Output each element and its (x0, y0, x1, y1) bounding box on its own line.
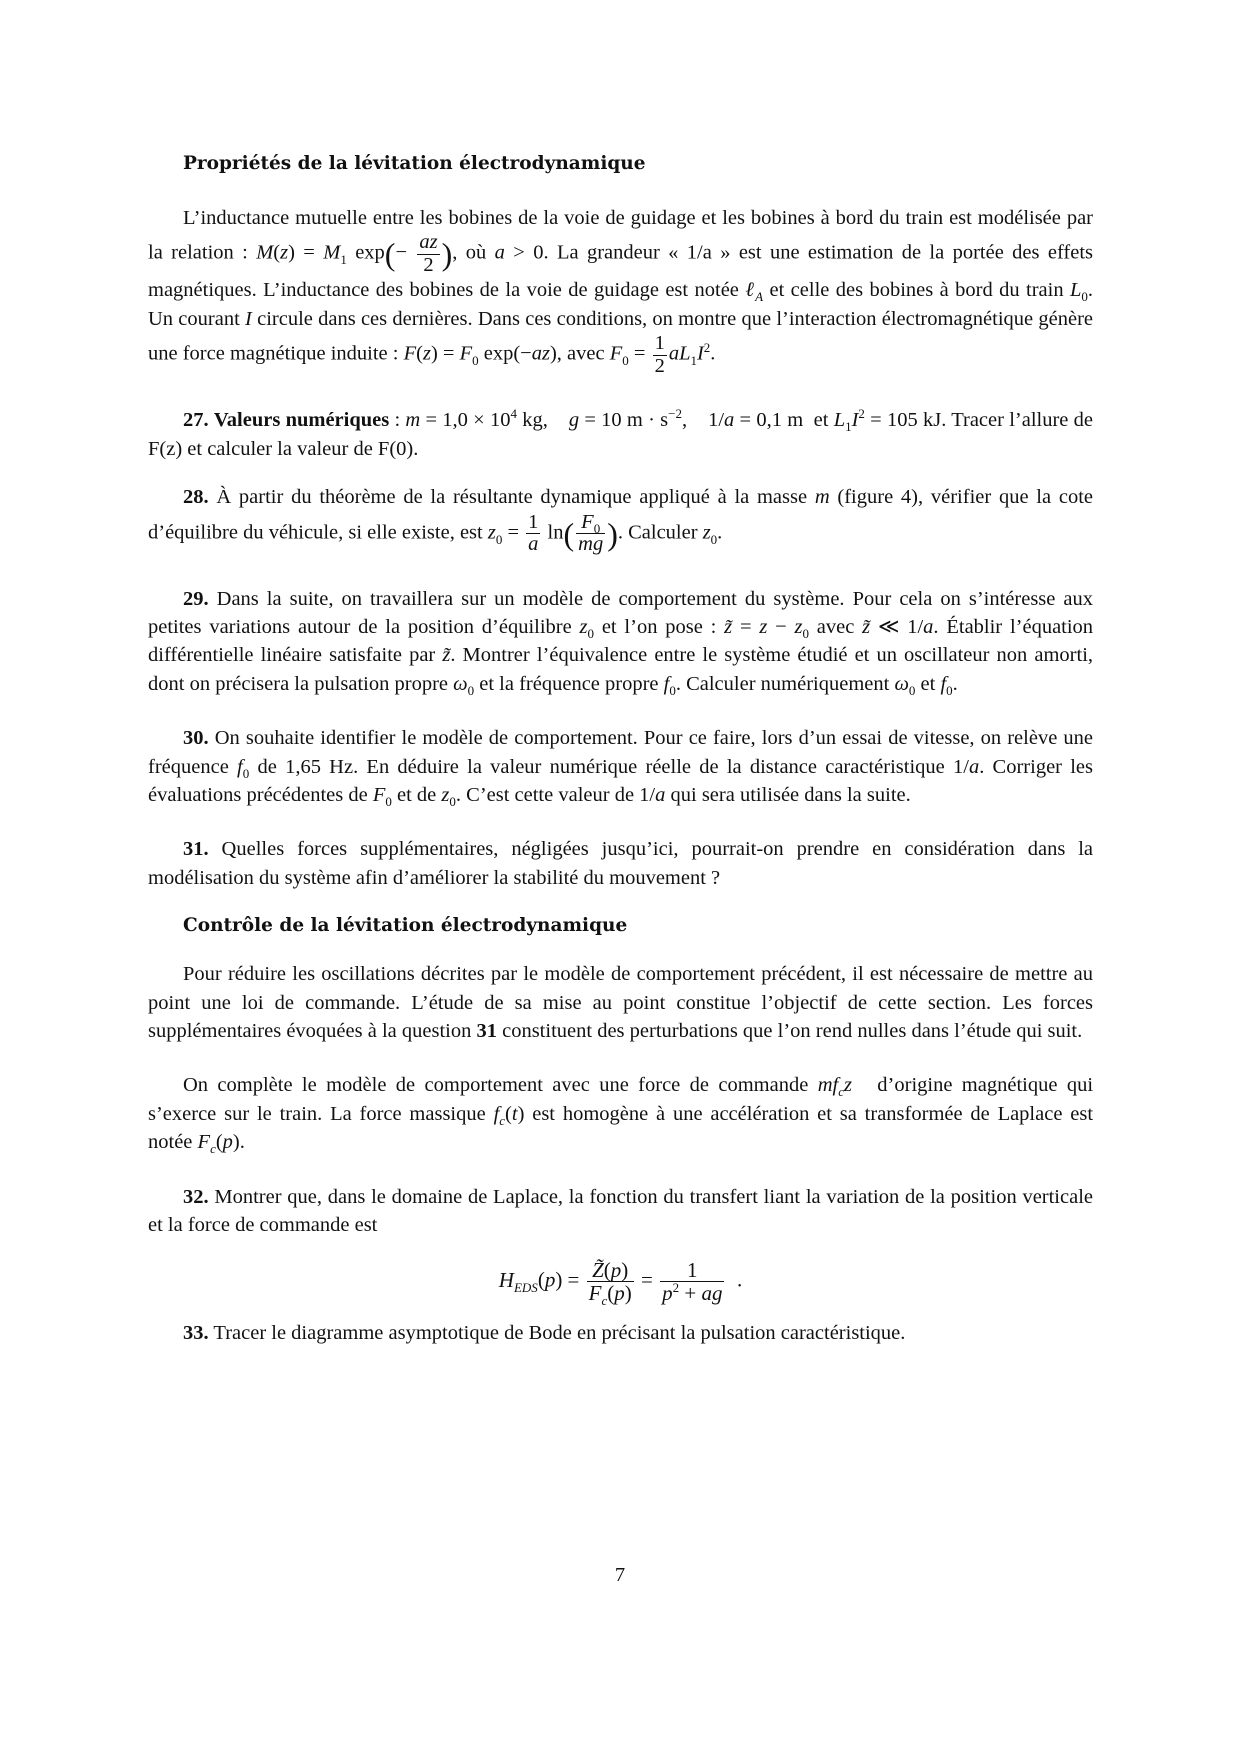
question-31: 31. Quelles forces supplémentaires, négligées jusqu’ici, pourrait-on prendre en considération dans la modélisation du système afin d’améliorer la stabilité du mouvement ? (148, 838, 1094, 889)
intro-paragraph: L’inductance mutuelle entre les bobines de la voie de guidage et les bobines à bord du train est modélisée par la relation : $M(z) = M_1$ exp(− $\frac{az}{2}$ ), où a > 0. La grandeur « 1/a » est une estimation de la portée des effets magnétiques. L’inductance des bobines de la voie de guidage est notée ℓ$_A$ et celle des bobines à bord du train $L_0$. Un courant I circule dans ces dernières. Dans ces conditions, on montre que l’interaction électromagnétique génère une force magnétique induite : $F(z) = F_0$ exp(−az), avec $F_0$ = $\frac{1}{2}$ $aL_1I^2$. (148, 207, 1094, 377)
question-27: 27. Valeurs numériques : $m = 1,0 \times 10^4$ kg, g = 10 $m \cdot s^{-2}$, 1/a = 0,1 m et $L_1I^2 = 105$ kJ. Tracer l’allure de F(z) et calculer la valeur de F(0). (148, 406, 1093, 460)
question-28: 28. À partir du théorème de la résultante dynamique appliqué à la masse m (figure 4), vérifier que la cote d’équilibre du véhicule, si elle existe, est $z_0$ = $\frac{1}{a}$ ln( $\frac{F_0}{mg}$ ). Calculer $z_0$. (148, 486, 1093, 556)
question-32: 32. Montrer que, dans le domaine de Laplace, la fonction du transfert liant la variation de la position verticale et la force de commande est (148, 1185, 1093, 1237)
page-body (148, 150, 1093, 1347)
section-heading-control: Contrôle de la lévitation électrodynamique (183, 915, 628, 937)
page-number: 7 (614, 1564, 626, 1586)
control-paragraph-1: Pour réduire les oscillations décrites par le modèle de comportement précédent, il est nécessaire de mettre au point une loi de commande. L’étude de sa mise au point constitue l’objectif de cette section. Les forces supplémentaires évoquées à la question 31 constituent des perturbations que l’on rend nulles dans l’étude qui suit. (148, 963, 1093, 1042)
question-33: 33. Tracer le diagramme asymptotique de Bode en précisant la pulsation caractéristique. (183, 1321, 906, 1344)
question-30: 30. On souhaite identifier le modèle de comportement. Pour ce faire, lors d’un essai de vitesse, on relève une fréquence $f_0$ de 1,65 Hz. En déduire la valeur numérique réelle de la distance caractéristique 1/a. Corriger les évaluations précédentes de $F_0$ et de $z_0$. C’est cette valeur de 1/a qui sera utilisée dans la suite. (148, 727, 1093, 810)
question-29: 29. Dans la suite, on travaillera sur un modèle de comportement du système. Pour cela on s’intéresse aux petites variations autour de la position d’équilibre $z_0$ et l’on pose : z̃ = $z - z_0$ avec z̃ ≪ 1/a. Établir l’équation différentielle linéaire satisfaite par z̃. Montrer l’équivalence entre le système étudié et un oscillateur non amorti, dont on précisera la pulsation propre $\omega_0$ et la fréquence propre $f_0$. Calculer numériquement $\omega_0$ et $f_0$. (148, 587, 1094, 698)
control-paragraph-2: On complète le modèle de comportement avec une force de commande $mf_cz⃗$ d’origine magnétique qui s’exerce sur le train. La force massique $f_c(t)$ est homogène à une accélération et sa transformée de Laplace est notée $F_c(p)$. (148, 1074, 1094, 1157)
section-heading-properties: Propriétés de la lévitation électrodynamique (183, 153, 646, 174)
transfer-function-equation: $H_{EDS}(p)$ = $\frac{Z̃(p)}{F_c(p)}$ = $\frac{1}{p^2 + ag}$ . (498, 1258, 743, 1309)
